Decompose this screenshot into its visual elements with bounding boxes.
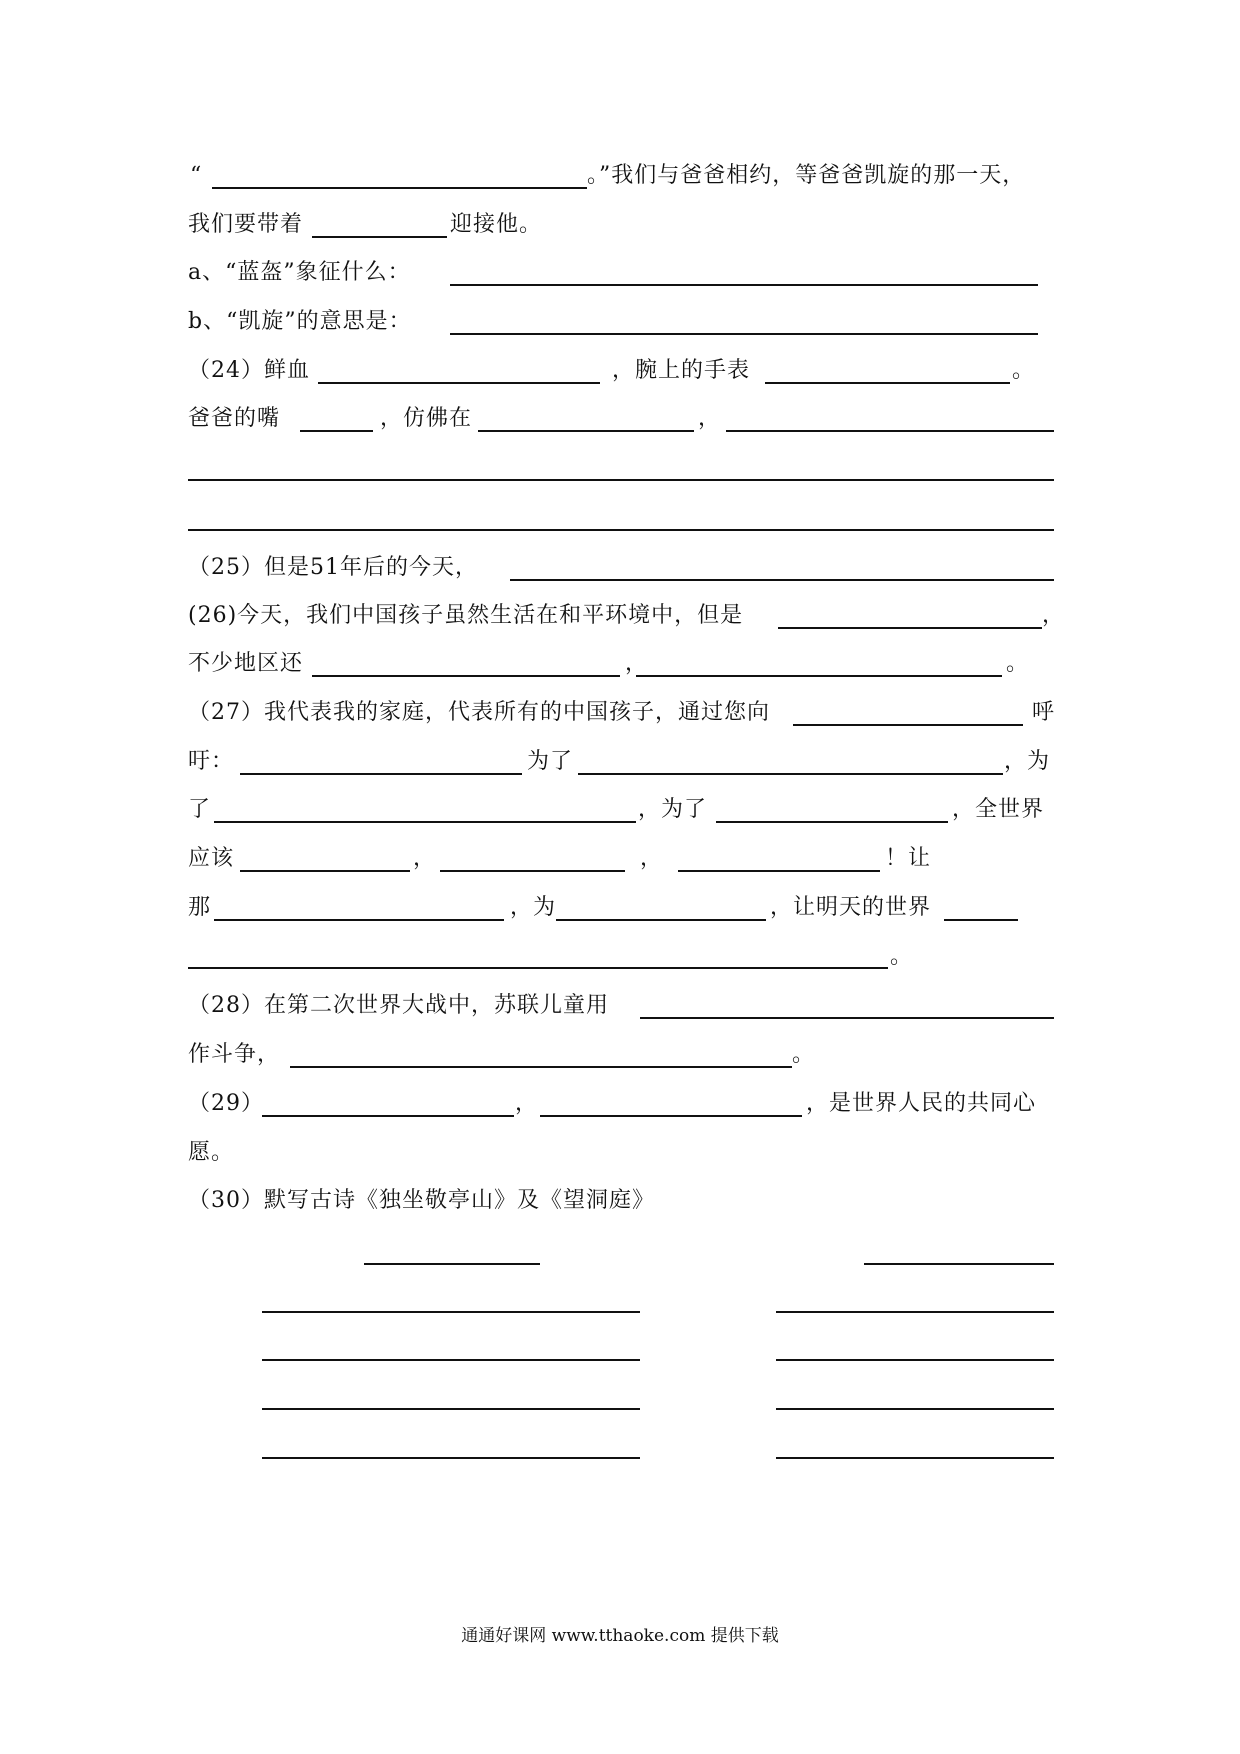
sentence-text: 。 [890, 944, 914, 969]
question-24: （24）鲜血 [188, 358, 310, 383]
sentence-text: ！让 [885, 846, 932, 871]
question-30: （30）默写古诗《独坐敬亭山》及《望洞庭》 [188, 1188, 655, 1213]
answer-blank[interactable] [556, 919, 766, 921]
answer-blank[interactable] [312, 675, 620, 677]
poem-line[interactable] [776, 1311, 1054, 1313]
sentence-text: 迎接他。 [450, 212, 543, 237]
sentence-text: ， [1042, 603, 1066, 628]
sentence-text: ，为 [1004, 749, 1051, 774]
answer-blank[interactable] [450, 333, 1038, 335]
answer-blank[interactable] [510, 579, 1054, 581]
answer-blank[interactable] [300, 430, 373, 432]
sentence-text: 为了 [527, 749, 574, 774]
answer-blank[interactable] [312, 236, 447, 238]
answer-blank[interactable] [540, 1115, 802, 1117]
sentence-text: 。 [792, 1042, 816, 1067]
poem-line[interactable] [262, 1457, 640, 1459]
answer-blank[interactable] [450, 284, 1038, 286]
poem-line[interactable] [776, 1408, 1054, 1410]
answer-blank[interactable] [240, 870, 410, 872]
poem-line[interactable] [776, 1359, 1054, 1361]
answer-line[interactable] [188, 967, 888, 969]
answer-blank[interactable] [793, 724, 1023, 726]
question-25: （25）但是51年后的今天， [188, 555, 478, 580]
poem-title-line[interactable] [864, 1263, 1054, 1265]
sentence-text: 作斗争， [188, 1042, 281, 1067]
question-26: (26)今天，我们中国孩子虽然生活在和平环境中，但是 [188, 603, 744, 628]
answer-blank[interactable] [778, 627, 1042, 629]
poem-line[interactable] [262, 1408, 640, 1410]
sentence-text: ，为 [510, 895, 557, 920]
sentence-text: ，为了 [638, 797, 708, 822]
answer-blank[interactable] [214, 821, 636, 823]
poem-line[interactable] [776, 1457, 1054, 1459]
answer-blank[interactable] [640, 1017, 1054, 1019]
question-b-label: b、“凯旋”的意思是： [188, 309, 412, 334]
answer-blank[interactable] [290, 1066, 792, 1068]
sentence-text: 不少地区还 [188, 651, 304, 676]
sentence-text: ， [625, 651, 649, 676]
answer-blank[interactable] [716, 821, 948, 823]
poem-line[interactable] [262, 1359, 640, 1361]
sentence-text: 应该 [188, 846, 235, 871]
page-footer: 通通好课网 www.tthaoke.com 提供下载 [461, 1626, 779, 1646]
answer-blank[interactable] [440, 870, 625, 872]
answer-blank[interactable] [478, 430, 694, 432]
sentence-text: ， [640, 846, 664, 871]
sentence-text: 吁： [188, 749, 235, 774]
sentence-text: 呼 [1032, 700, 1056, 725]
sentence-text: ，仿佛在 [380, 406, 473, 431]
sentence-text: ， [515, 1091, 539, 1116]
answer-blank[interactable] [212, 187, 587, 189]
answer-line[interactable] [188, 529, 1054, 531]
answer-blank[interactable] [240, 773, 522, 775]
sentence-text: ， [698, 406, 722, 431]
answer-blank[interactable] [726, 430, 1054, 432]
answer-blank[interactable] [214, 919, 504, 921]
sentence-text: 了 [188, 797, 212, 822]
answer-line[interactable] [188, 479, 1054, 481]
answer-blank[interactable] [262, 1115, 514, 1117]
answer-blank[interactable] [944, 919, 1018, 921]
answer-blank[interactable] [636, 675, 1002, 677]
sentence-text: ， [413, 846, 437, 871]
sentence-text: 。 [1006, 651, 1030, 676]
answer-blank[interactable] [578, 773, 1003, 775]
question-a-label: a、“蓝盔”象征什么： [188, 260, 411, 285]
sentence-text: ，让明天的世界 [770, 895, 932, 920]
sentence-text: ，是世界人民的共同心 [806, 1091, 1037, 1116]
sentence-text: ，全世界 [952, 797, 1045, 822]
sentence-text: 。”我们与爸爸相约，等爸爸凯旋的那一天， [587, 163, 1026, 188]
poem-line[interactable] [262, 1311, 640, 1313]
question-29: （29） [188, 1091, 264, 1116]
sentence-text: 爸爸的嘴 [188, 406, 281, 431]
answer-blank[interactable] [765, 382, 1010, 384]
sentence-text: 那 [188, 895, 212, 920]
question-28: （28）在第二次世界大战中，苏联儿童用 [188, 993, 609, 1018]
answer-blank[interactable] [678, 870, 880, 872]
question-27: （27）我代表我的家庭，代表所有的中国孩子，通过您向 [188, 700, 770, 725]
poem-title-line[interactable] [364, 1263, 540, 1265]
open-quote: “ [190, 163, 203, 188]
sentence-text: 我们要带着 [188, 212, 304, 237]
answer-blank[interactable] [318, 382, 600, 384]
sentence-text: 愿。 [188, 1140, 235, 1165]
sentence-text: ，腕上的手表 [612, 358, 751, 383]
sentence-text: 。 [1012, 358, 1036, 383]
